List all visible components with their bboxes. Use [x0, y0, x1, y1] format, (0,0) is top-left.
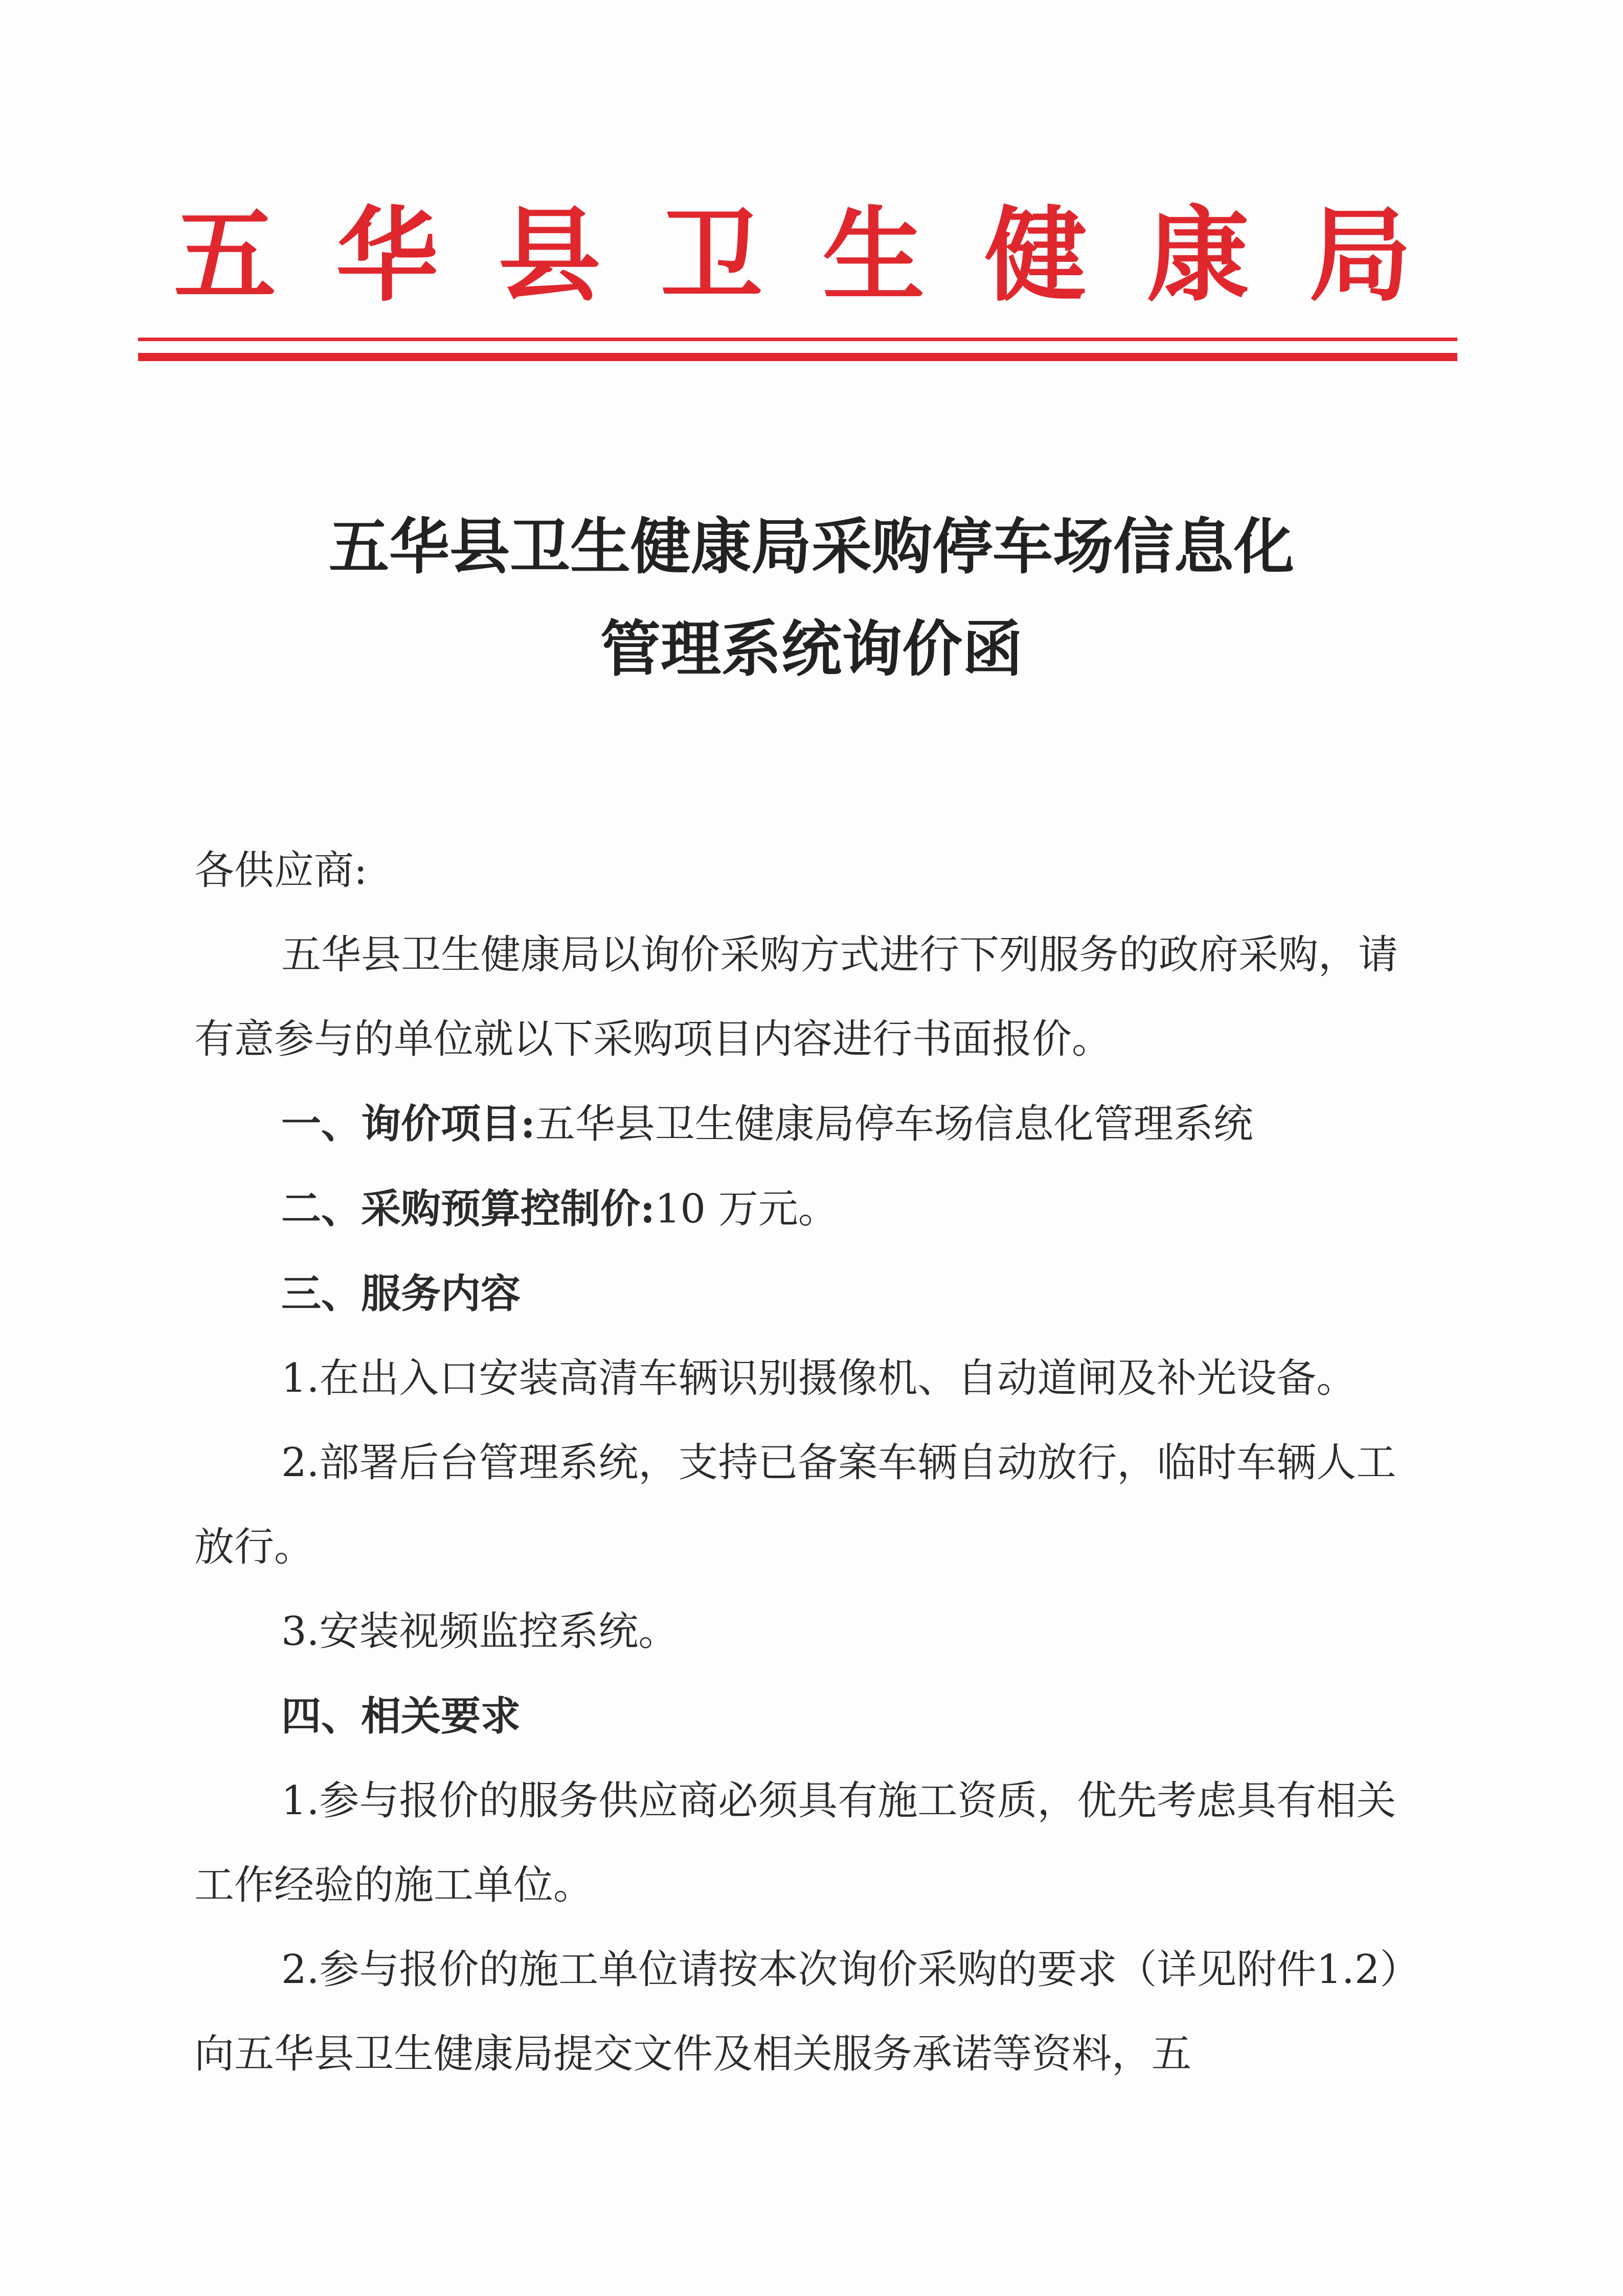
section-1-heading: 一、询价项目: — [281, 1101, 535, 1147]
letterhead-rule-thin — [138, 338, 1457, 341]
letterhead-char: 康 — [1146, 195, 1249, 316]
section-2-text: 10 万元。 — [655, 1186, 838, 1232]
letterhead — [174, 195, 1411, 316]
document-title-line-2: 管理系统询价函 — [600, 613, 1023, 684]
section-3-item: 3.安装视频监控系统。 — [281, 1609, 679, 1655]
section-3-heading: 三、服务内容 — [281, 1270, 521, 1317]
section-3 — [194, 1252, 1432, 1336]
salutation: 各供应商: — [194, 848, 368, 894]
document-body — [194, 829, 1432, 2097]
letterhead-rule-thick — [138, 353, 1457, 361]
letterhead-char: 五 — [174, 195, 277, 316]
section-4-item: 1.参与报价的服务供应商必须具有施工资质，优先考虑具有相关工作经验的施工单位。 — [194, 1778, 1396, 1908]
letterhead-char: 健 — [984, 195, 1087, 316]
section-2 — [194, 1167, 1432, 1252]
section-4-heading: 四、相关要求 — [281, 1693, 521, 1740]
section-1 — [194, 1082, 1432, 1167]
intro-paragraph: 五华县卫生健康局以询价采购方式进行下列服务的政府采购，请有意参与的单位就以下采购项目内容进行书面报价。 — [194, 932, 1399, 1062]
letterhead-char: 局 — [1309, 195, 1411, 316]
section-4-item: 2.参与报价的施工单位请按本次询价采购的要求（详见附件1.2）向五华县卫生健康局提交文件及相关服务承诺等资料，五 — [194, 1947, 1420, 2077]
section-2-heading: 二、采购预算控制价: — [281, 1186, 655, 1232]
section-1-text: 五华县卫生健康局停车场信息化管理系统 — [535, 1101, 1253, 1147]
section-4 — [194, 1674, 1432, 1759]
letterhead-char: 县 — [498, 195, 601, 316]
section-3-item: 2.部署后台管理系统，支持已备案车辆自动放行，临时车辆人工放行。 — [194, 1440, 1396, 1570]
section-3-item: 1.在出入口安装高清车辆识别摄像机、自动道闸及补光设备。 — [281, 1355, 1357, 1401]
document-title-line-1: 五华县卫生健康局采购停车场信息化 — [328, 511, 1294, 582]
letterhead-char: 生 — [822, 195, 925, 316]
letterhead-char: 华 — [336, 195, 439, 316]
letterhead-char: 卫 — [660, 195, 763, 316]
